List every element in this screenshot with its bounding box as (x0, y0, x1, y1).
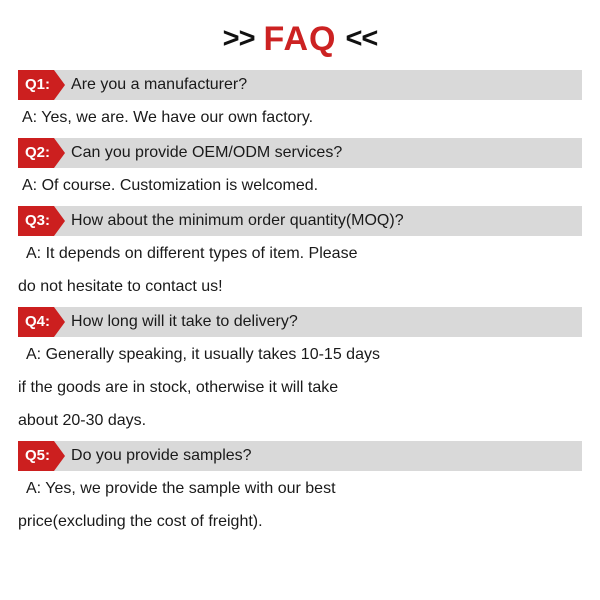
question-tag (18, 441, 54, 471)
faq-question-row (18, 70, 582, 100)
question-text: Can you provide OEM/ODM services? (71, 144, 343, 161)
answer-line: A: Yes, we provide the sample with our best (26, 480, 336, 497)
faq-question-row (18, 138, 582, 168)
answer-line: A: It depends on different types of item. Please (26, 245, 358, 262)
question-tag (18, 70, 54, 100)
faq-question-row (18, 441, 582, 471)
answer-line: A: Generally speaking, it usually takes 10-15 days (26, 346, 380, 363)
arrow-pointer-icon (54, 307, 65, 337)
question-tag-label: Q3: (25, 212, 51, 229)
page-title (18, 0, 582, 70)
faq-question-row (18, 307, 582, 337)
question-text: Do you provide samples? (71, 447, 252, 464)
arrow-pointer-icon (54, 70, 65, 100)
question-tag-label: Q1: (25, 76, 51, 93)
answer-line: about 20-30 days. (18, 412, 147, 429)
arrow-pointer-icon (54, 441, 65, 471)
title-left-arrow: >> (222, 22, 255, 55)
answer-line: do not hesitate to contact us! (18, 278, 223, 295)
question-text: Are you a manufacturer? (71, 76, 248, 93)
question-text: How long will it take to delivery? (71, 313, 298, 330)
question-tag-label: Q4: (25, 313, 51, 330)
answer-line: A: Of course. Customization is welcomed. (22, 177, 319, 194)
answer-line: A: Yes, we are. We have our own factory. (22, 109, 314, 126)
faq-question-row (18, 206, 582, 236)
title-right-arrow: << (345, 22, 378, 55)
question-text: How about the minimum order quantity(MOQ)? (71, 212, 404, 229)
question-tag (18, 206, 54, 236)
question-tag (18, 138, 54, 168)
question-tag (18, 307, 54, 337)
answer-line: price(excluding the cost of freight). (18, 513, 263, 530)
question-tag-label: Q5: (25, 447, 51, 464)
arrow-pointer-icon (54, 206, 65, 236)
arrow-pointer-icon (54, 138, 65, 168)
question-tag-label: Q2: (25, 144, 51, 161)
answer-line: if the goods are in stock, otherwise it will take (18, 379, 339, 396)
title-text: FAQ (263, 20, 337, 58)
